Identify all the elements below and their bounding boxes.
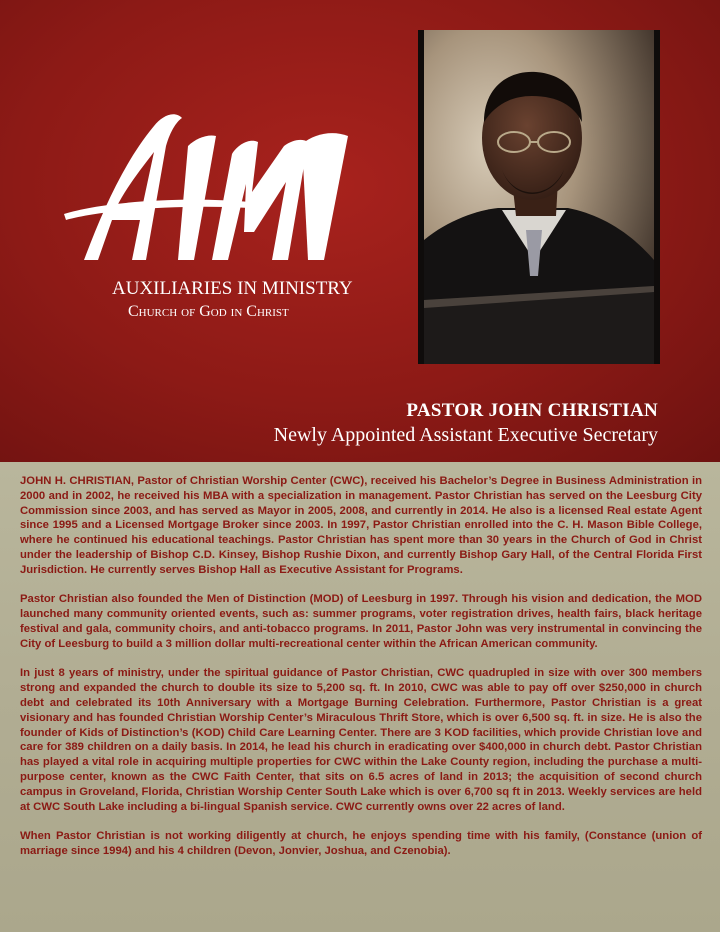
- bio-text: [20, 474, 702, 874]
- bio-section: [0, 462, 720, 932]
- pastor-portrait-photo: [418, 30, 660, 364]
- bio-paragraph: In just 8 years of ministry, under the spiritual guidance of Pastor Christian, CWC quadrupled in size with over 300 members strong and expanded the church to double its size to 5,200 sq. ft. In 2010, CWC was able to pay off over $250,000 in church debt and celebrated its 10th Anniversary with a Mortgage Burning Celebration. Furthermore, Pastor Christian is a great visionary and has founded Christian Worship Center’s Miraculous Thrift Store, which is over 6,500 sq. ft. in size. He is also the founder of Kids of Distinction’s (KOD) Child Care Learning Center. There are 3 KOD facilities, which provide Christian love and care for 389 children on a daily basis. In 2014, he lead his church in eradicating over $400,000 in church debt. Pastor Christian has played a vital role in acquiring multiple properties for CWC within the Lake County region, including the purchase a multi-purpose center, known as the CWC Faith Center, that sits on 6.5 acres of land in 2013; the acquisition of second church campus in Groveland, Florida, Christian Worship Center South Lake which is over 6,700 sq ft in 2013. Weekly services are held at CWC South Lake including a bi-lingual Spanish service. CWC currently owns over 22 acres of land.: [20, 667, 702, 813]
- aim-logo: [62, 92, 362, 322]
- pastor-role: Newly Appointed Assistant Executive Secretary: [273, 424, 658, 446]
- logo-line1: AUXILIARIES IN MINISTRY: [112, 278, 353, 299]
- pastor-name: PASTOR JOHN CHRISTIAN: [406, 400, 658, 421]
- bio-paragraph: When Pastor Christian is not working diligently at church, he enjoys spending time with his family, (Constance (union of marriage since 1994) and his 4 children (Devon, Jonvier, Joshua, and Czenobia).: [20, 830, 702, 857]
- bio-paragraph: JOHN H. CHRISTIAN, Pastor of Christian Worship Center (CWC), received his Bachelor’s Degree in Business Administration in 2000 and in 2002, he received his MBA with a specialization in management. Pastor Christian has served on the Leesburg City Commission since 2003, and has served as Mayor in 2005, 2008, and currently in 2014. He also is a licensed Real estate Agent since 1995 and a Licensed Mortgage Broker since 2003. In 1997, Pastor Christian enrolled into the C. H. Mason Bible College, where he continued his educational teachings. Pastor Christian has spent more than 30 years in the Church of God in Christ under the leadership of Bishop C.D. Kinsey, Bishop Rushie Dixon, and currently Bishop Gary Hall, of the Central Florida First Jurisdiction. He currently serves Bishop Hall as Executive Assistant for Programs.: [20, 475, 702, 576]
- bio-paragraph: Pastor Christian also founded the Men of Distinction (MOD) of Leesburg in 1997. Through his vision and dedication, the MOD launched many community oriented events, such as: summer programs, voter registration drives, health fairs, black heritage festival and gala, community choirs, and anti-tobacco programs. In 2011, Pastor John was very instrumental in convincing the City of Leesburg to build a 3 million dollar multi-recreational center within the African American community.: [20, 593, 702, 650]
- header-banner: [0, 0, 720, 462]
- logo-line2: Church of God in Christ: [128, 303, 289, 320]
